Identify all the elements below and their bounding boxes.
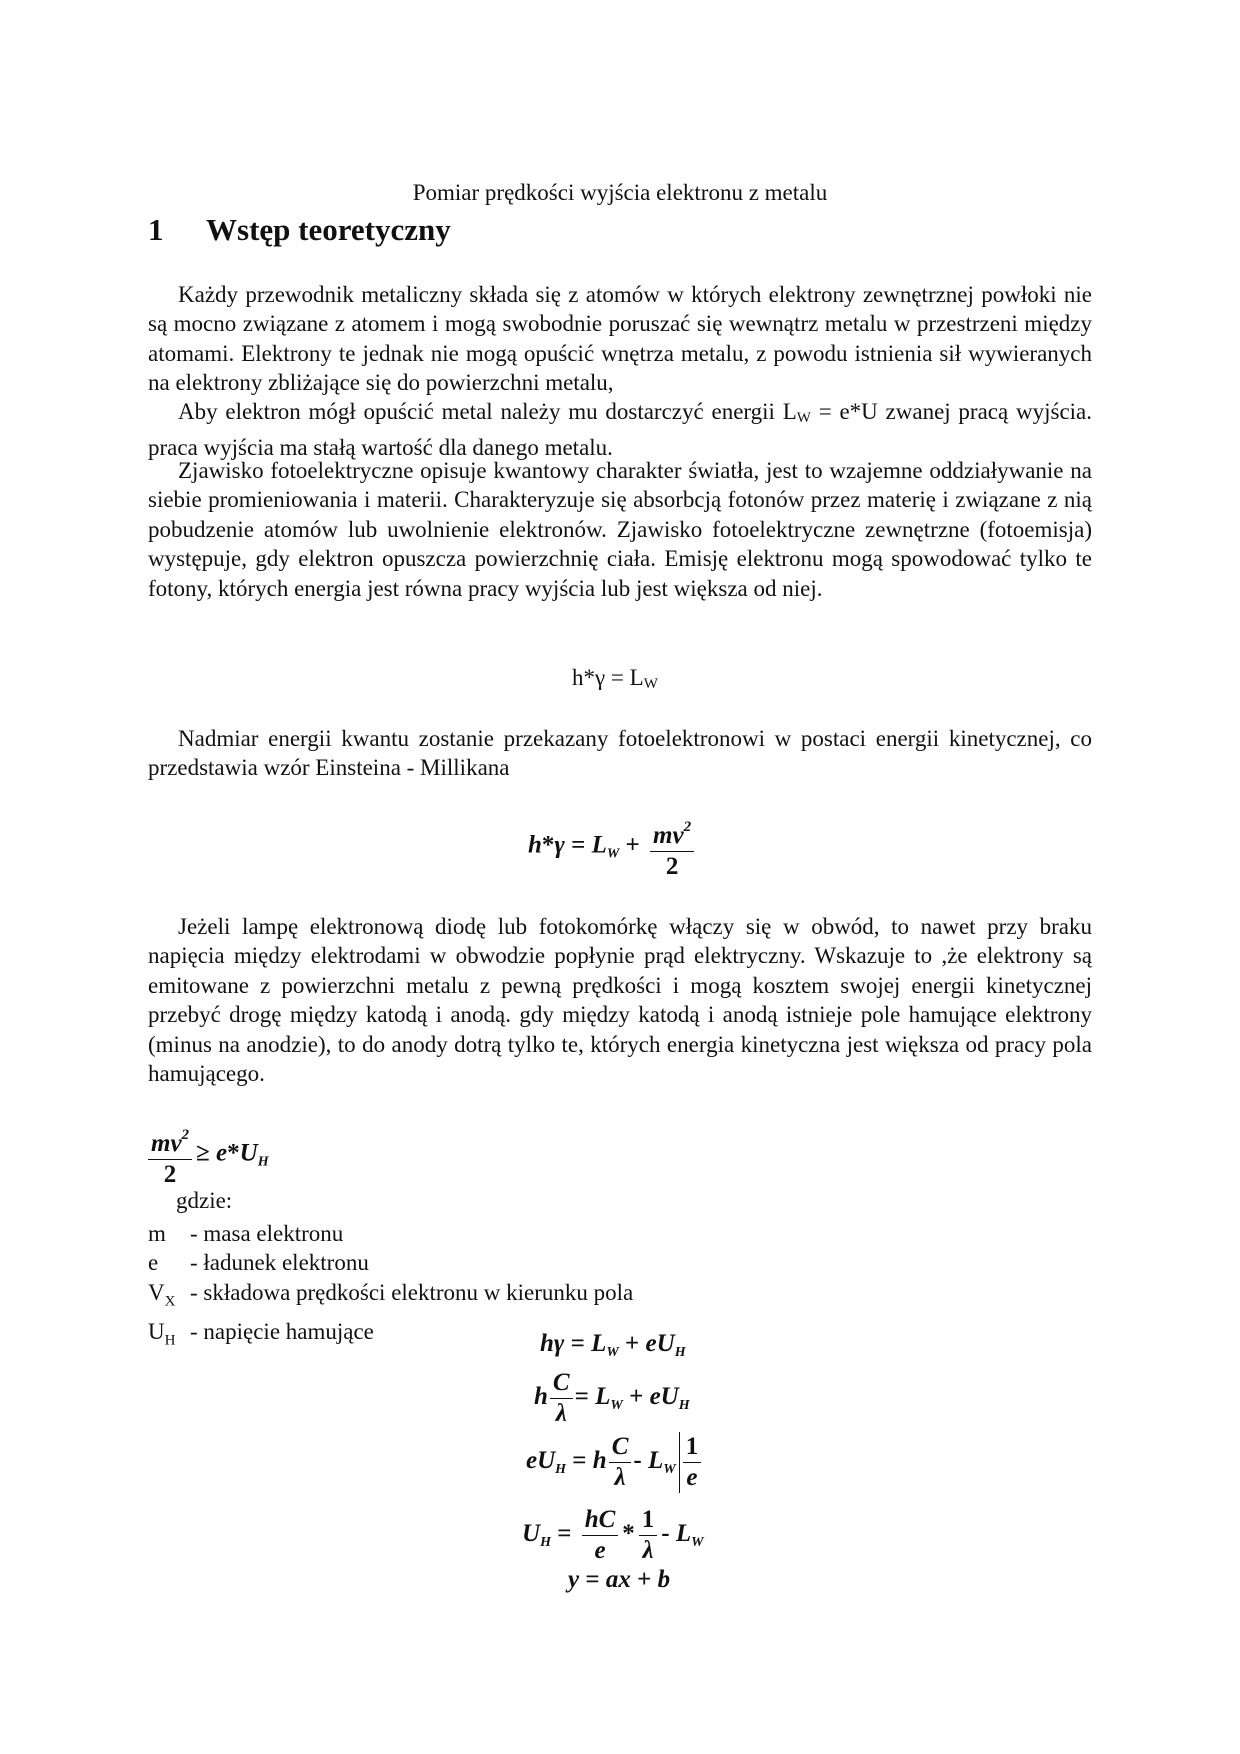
definition-symbol: m xyxy=(148,1221,166,1246)
paragraph-metal-electrons: Każdy przewodnik metaliczny składa się z atomów w których elektrony zewnętrznej powłoki nie są mocno związane z atomem i mogą swobodnie poruszać się wewnątrz metalu w przestrzeni między atomami. Elektrony te jednak nie mogą opuścić wnętrza metalu, z powodu istnienia sił wywieranych na elektrony zbliżające się do powierzchni metalu, xyxy=(148,282,1092,396)
work-function-text-b: = e*U zwanej pracą wyjścia. praca wyjścia ma stałą wartość dla danego metalu. xyxy=(148,399,1092,461)
definition-row xyxy=(148,1248,633,1277)
paragraph-einstein-millikan: Nadmiar energii kwantu zostanie przekazany fotoelektronowi w postaci energii kinetycznej, co przedstawia wzór Einsteina - Millikana xyxy=(148,726,1092,781)
definition-text: - składowa prędkości elektronu w kierunku pola xyxy=(190,1279,634,1305)
definition-text: - napięcie hamujące xyxy=(190,1318,374,1344)
work-function-text-a: Aby elektron mógł opuścić metal należy mu dostarczyć energii L xyxy=(178,399,797,424)
formula-stopping-inequality: $\frac{mv^2}{2}$ ≥ $e*U_H$ xyxy=(148,1120,269,1190)
definition-symbol-subscript: H xyxy=(164,1332,176,1349)
definition-symbol: e xyxy=(148,1250,159,1276)
document-title: Pomiar prędkości wyjścia elektronu z metalu xyxy=(412,180,828,205)
formula-photon-energy xyxy=(572,665,658,693)
paragraph-diode-current: Jeżeli lampę elektronową diodę lub fotokomórkę włączy się w obwód, to nawet przy braku napięcia między elektrodami w obwodzie popłynie prąd elektryczny. Wskazuje to ,że elektrony są emitowane z powierzchni metalu z pewną prędkości i mogą kosztem swojej energii kinetycznej przebyć drogę między katodą i anodą. gdy między katodą i anodą istnieje pole hamujące elektrony (minus na anodzie), to do anody dotrą tylko te, których energia kinetyczna jest większa od pracy pola hamującego. xyxy=(148,914,1092,1087)
formula-stopping-energy: $eU_H = h$ $\frac{C}{\lambda}$ - $L_W$ $\frac{1}{e}$ xyxy=(526,1432,701,1493)
paragraph-photoelectric-effect: Zjawisko fotoelektryczne opisuje kwantowy charakter światła, jest to wzajemne oddziaływanie na siebie promieniowania i materii. Charakteryzuje się absorbcją fotonów przez materię i związane z nią pobudzenie atomów lub uwolnienie elektronów. Zjawisko fotoelektryczne zewnętrzne (fotoemisja) występuje, gdy elektron opuszcza powierzchnię ciała. Emisję elektronu mogą spowodować tylko te fotony, których energia jest równa pracy wyjścia lub jest większa od niej. xyxy=(148,458,1092,601)
formula-photon-stopping: $h\gamma = L_W + eU_H$ xyxy=(540,1330,686,1360)
section-number: 1 xyxy=(148,212,164,247)
definition-row xyxy=(148,1219,633,1248)
paragraph-work-function xyxy=(148,397,1092,463)
section-title: Wstęp teoretyczny xyxy=(206,212,451,247)
definition-text: - masa elektronu xyxy=(190,1221,344,1246)
formula-linear: y = ax + b xyxy=(568,1566,671,1593)
where-label: gdzie: xyxy=(176,1188,233,1213)
formula-photon-energy-subscript: W xyxy=(643,676,658,692)
definition-symbol: U xyxy=(148,1318,165,1344)
definition-text: - ładunek elektronu xyxy=(190,1250,369,1276)
definition-symbol-subscript: X xyxy=(164,1293,176,1310)
formula-wavelength: h $\frac{C}{\lambda}$ = $L_W + eU_H$ xyxy=(534,1369,690,1427)
work-function-subscript: W xyxy=(796,410,811,426)
definition-row xyxy=(148,1278,633,1317)
formula-einstein-millikan: $h*\gamma = L_W$ + $\frac{mv^2}{2}$ xyxy=(528,812,698,882)
section-heading xyxy=(148,212,451,248)
definition-symbol: V xyxy=(148,1279,165,1305)
formula-photon-energy-text: h*γ = L xyxy=(572,665,644,690)
formula-stopping-voltage: $U_H$ = $\frac{hC}{e}$ * $\frac{1}{\lambda}$ - $L_W$ xyxy=(522,1506,704,1564)
